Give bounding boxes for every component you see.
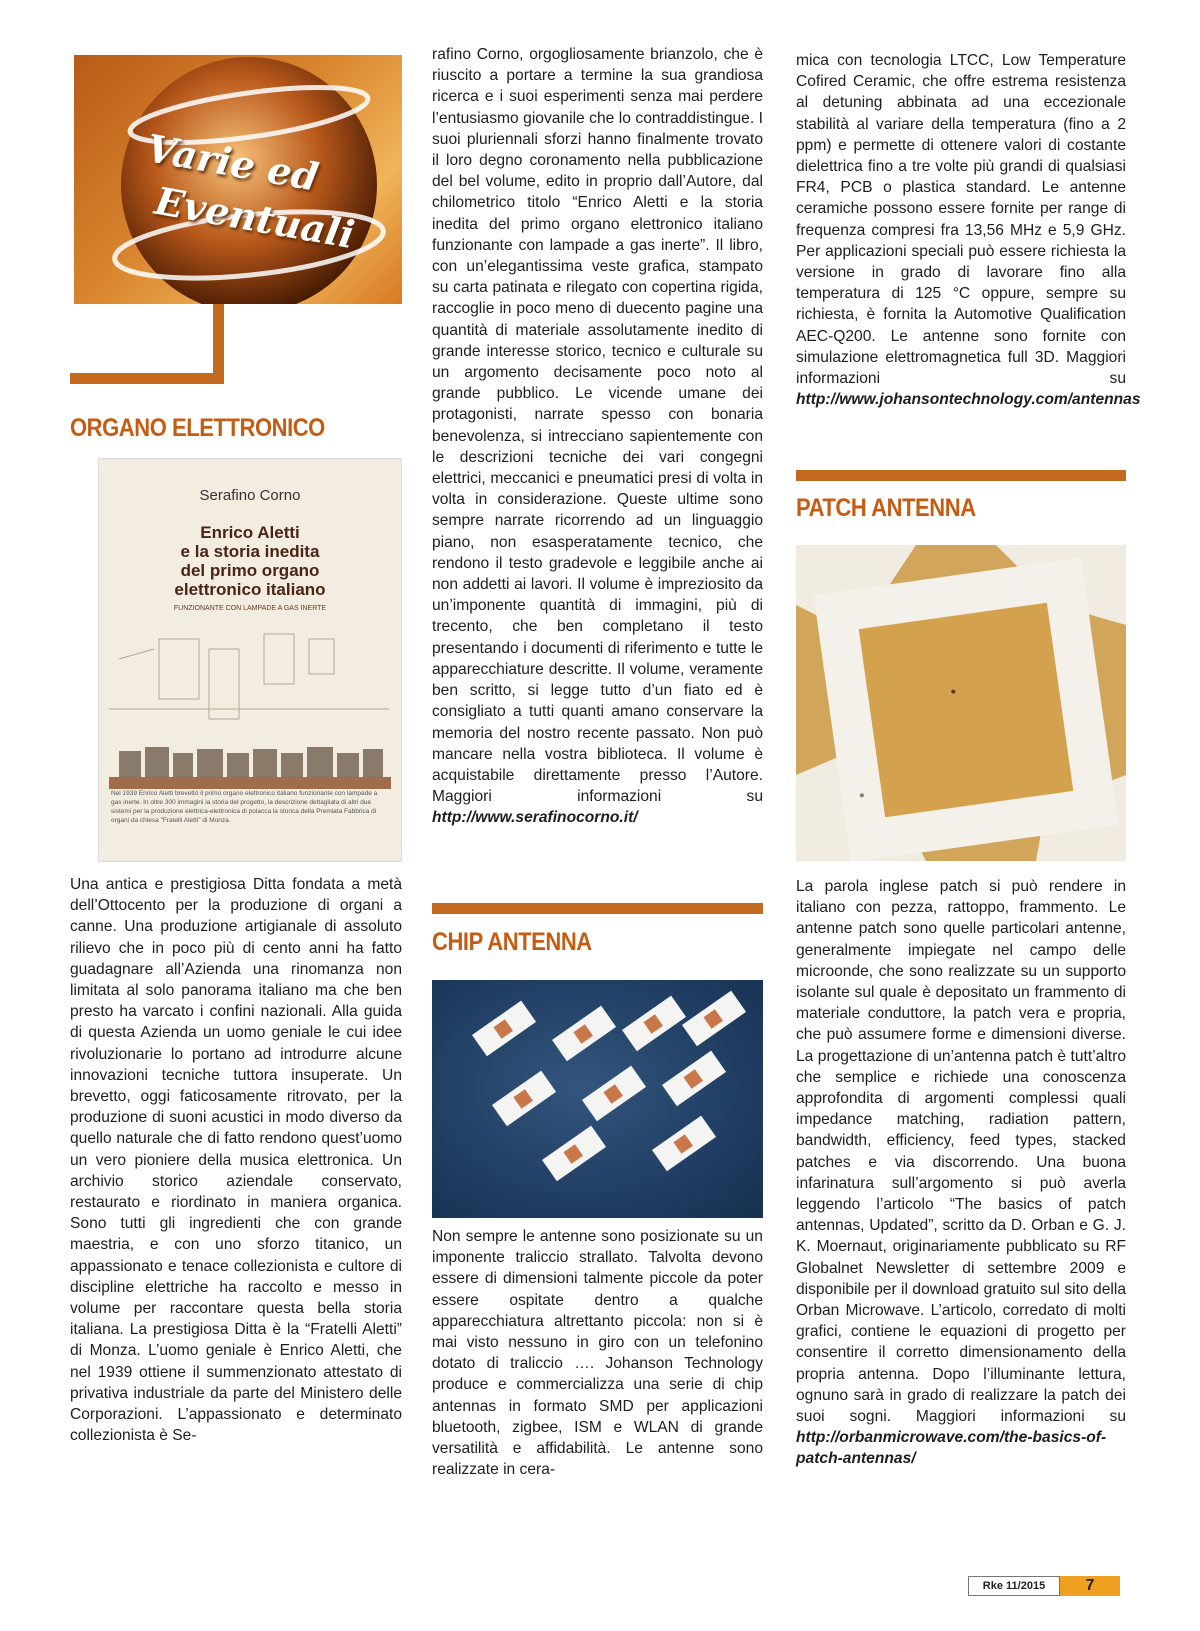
patch-antennas-graphic	[796, 545, 1126, 861]
book-caption: Nel 1939 Enrico Aletti brevettò il primo organo elettronico italiano funzionante con lampade a gas inerte. In oltre 300 immagini la storia del progetto, la descrizione dettagliata di altri due sistemi per la produzione elettrica-elettronica di polacca la storica della Premiata Fabbrica di organi da chiesa "Fratelli Aletti" di Monza.	[111, 790, 378, 824]
logo-line2: Eventuali	[151, 177, 358, 258]
chip-antennas-graphic	[432, 980, 763, 1218]
section-divider-chip	[432, 903, 763, 914]
book-subtitle: FUNZIONANTE CON LAMPADE A GAS INERTE	[173, 605, 327, 612]
logo-bracket	[213, 304, 224, 384]
logo-bracket-base	[70, 373, 224, 384]
section-title-organo: ORGANO ELETTRONICO	[70, 414, 325, 442]
column-1	[70, 874, 402, 1446]
chip-url-link[interactable]: http://www.johansontechnology.com/antennas	[796, 391, 1141, 409]
patch-antenna-image	[796, 545, 1126, 861]
logo-line1: Varie ed	[143, 125, 322, 200]
column-3	[796, 50, 1141, 410]
column-2-chip	[432, 1226, 763, 1480]
chip-antenna-image	[432, 980, 763, 1218]
page-number: 7	[1060, 1576, 1120, 1596]
organo-paragraph-1: Una antica e prestigiosa Ditta fondata a metà dell’Ottocento per la produzione di organi a canne. Una produzione artigianale di assoluto rilievo che in poco più di cento anni ha fatto guadagnare all’Azienda una rinomanza non limitata al solo panorama italiano ma che ben presto ha varcato i confini nazionali. Alla guida di questa Azienda un uomo geniale le cui idee rivoluzionarie lo portano ad introdurre alcune innovazioni tecniche tuttora insuperate. Un brevetto, oggi faticosamente ritrovato, per la produzione di suoni acustici in modo diverso da quello naturale che di fatto rendono quest’uomo un vero pioniere della musica elettronica. Un archivio storico aziendale conservato, restaurato e riordinato in maniera organica. Sono tutti gli ingredienti che con grande maestria, e con uno sforzo titanico, un appassionato e tenace collezionista e cultore di discipline elettriche ha raccolto e messo in volume per raccontare questa bella storia italiana. La prestigiosa Ditta è la “Fratelli Aletti” di Monza. L’uomo geniale è Enrico Aletti, che nel 1939 ottiene il summenzionato attestato di privativa industriale da parte del Ministero delle Corporazioni. L’appassionato e determinato collezionista è Se-	[70, 876, 402, 1445]
logo-image	[74, 55, 402, 304]
chip-paragraph-1: Non sempre le antenne sono posizionate su un imponente traliccio strallato. Talvolta devono essere di dimensioni talmente piccole da poter essere ospitate dentro a qualche apparecchiatura altrettanto piccola: non si è mai visto nessuno in giro con un telefonino dotato di traliccio …. Johanson Technology produce e commercializza una serie di chip antennas in formato SMD per applicazioni bluetooth, zigbee, ISM e WLAN di grande versatilità e affidabilità. Le antenne sono realizzate in cera-	[432, 1228, 763, 1479]
chip-paragraph-2: mica con tecnologia LTCC, Low Temperature Cofired Ceramic, che offre estrema resistenza al detuning abbinata ad una eccezionale stabilità al variare della temperatura (fino a 2 ppm) e permette di ottenere valori di costante dielettrica fino a tre volte più grandi di qualsiasi FR4, PCB o plastica standard. Le antenne ceramiche possono essere fornite per range di frequenza compresi fra 13,56 MHz e 5,9 GHz. Per applicazioni speciali può essere richiesta la versione in grado di lavorare fino alla temperatura di 125 °C oppure, sempre su richiesta, è fornita la Automotive Qualification AEC-Q200. Le antenne sono fornite con simulazione elettromagnetica full 3D. Maggiori informazioni su http://www.johansontechnology.com/antennas	[796, 52, 1141, 409]
patch-url-link[interactable]: http://orbanmicrowave.com/the-basics-of-patch-antennas/	[796, 1429, 1107, 1468]
issue-label: Rke 11/2015	[968, 1576, 1060, 1596]
book-title: Enrico Aletti e la storia inedita del primo organo elettronico italiano	[174, 523, 326, 599]
section-title-patch: PATCH ANTENNA	[796, 494, 976, 522]
section-logo	[70, 55, 402, 385]
patch-paragraph-1: La parola inglese patch si può rendere in italiano con pezza, rattoppo, frammento. Le antenne patch sono quelle particolari antenne, generalmente impiegate nel campo delle microonde, che sono realizzate su un supporto isolante sul quale è depositato un frammento di materiale conduttore, la patch vera e propria, che può assumere forme e dimensioni diverse. La progettazione di un’antenna patch è tutt’altro che semplice e richiede una conoscenza approfondita di argomenti complessi quali impedance matching, radiation pattern, bandwidth, efficiency, feed types, stacked patches e via discorrendo. Una buona infarinatura sull’argomento si può averla leggendo l’articolo “The basics of patch antennas, Updated”, scritto da D. Orban e G. J. K. Moernaut, originariamente pubblicato su RF Globalnet Newsletter di settembre 2009 e disponibile per il download gratuito sul sito della Orban Microwave. L’articolo, corredato di molti grafici, contiene le equazioni di progetto per consentire il corretto dimensionamento della propria antenna. Dopo l’illuminante lettura, ognuno sarà in grado di realizzare la patch dei suoi sogni. Maggiori informazioni su http://orbanmicrowave.com/the-basics-of-patch-antennas/	[796, 878, 1126, 1468]
section-title-chip: CHIP ANTENNA	[432, 928, 592, 956]
column-2	[432, 44, 763, 829]
book-cover-image	[98, 458, 402, 862]
book-author: Serafino Corno	[199, 487, 301, 504]
section-divider-patch	[796, 470, 1126, 481]
organo-paragraph-2: rafino Corno, orgogliosamente brianzolo, che è riuscito a portare a termine la sua grandiosa ricerca e i suoi esperimenti senza mai perdere l’entusiasmo giovanile che lo contraddistingue. I suoi pluriennali sforzi hanno finalmente trovato il loro degno coronamento nella pubblicazione del bel volume, edito in proprio dall’Autore, dal chilometrico titolo “Enrico Aletti e la storia inedita del primo organo elettronico italiano funzionante con lampade a gas inerte”. Il libro, con un’elegantissima veste grafica, stampato su carta patinata e rilegato con copertina rigida, raccoglie in poco meno di duecento pagine una quantità di materiale assolutamente inedito di grande interesse storico, tecnico e culturale su un argomento decisamente poco noto al grande pubblico. Le vicende umane dei protagonisti, narrate spesso con bonaria benevolenza, si intrecciano sapientemente con le descrizioni tecniche dei vari congegni elettrici, meccanici e pneumatici presi di volta in volta in considerazione. Queste ultime sono sempre narrate ricorrendo ad un linguaggio piano, non esasperatamente tecnico, che rendono il testo gradevole e leggibile anche ai non addetti ai lavori. Il volume è impreziosito da un’imponente quantità di immagini, più di trecento, che ben completano il testo presentando i documenti di riferimento e tutte le apparecchiature descritte. Il volume, veramente ben scritto, si legge tutto d’un fiato ed è consigliato a tutti quanti amano conservare la memoria del nostro recente passato. Non può mancare nella vostra biblioteca. Il volume è acquistabile direttamente presso l’Autore. Maggiori informazioni su http://www.serafinocorno.it/	[432, 46, 763, 827]
column-3-patch	[796, 876, 1126, 1470]
organo-url-link[interactable]: http://www.serafinocorno.it/	[432, 809, 638, 827]
